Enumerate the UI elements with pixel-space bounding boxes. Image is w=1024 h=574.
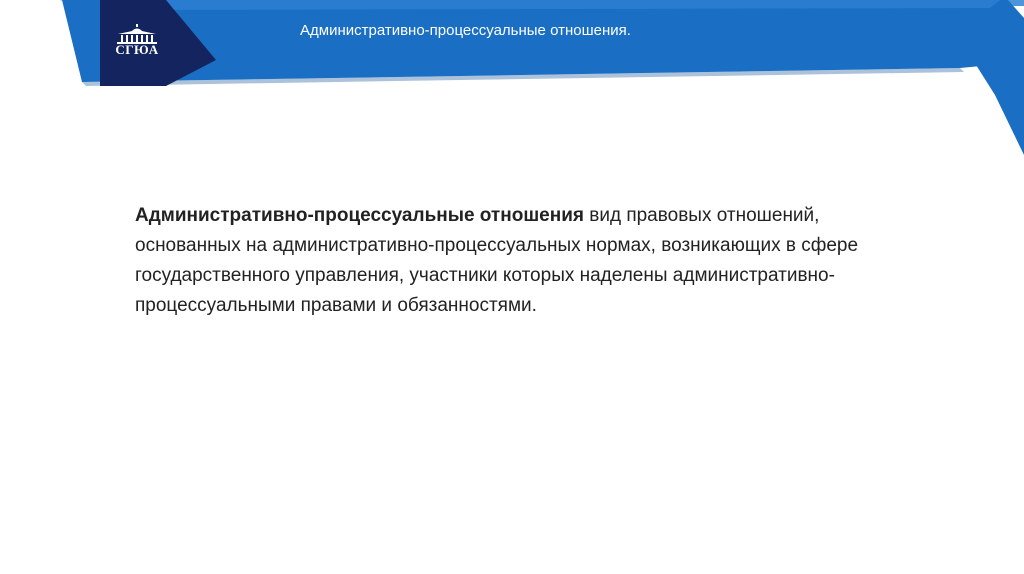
definition-term: Административно-процессуальные отношения bbox=[135, 205, 584, 226]
university-building-icon bbox=[112, 24, 162, 44]
slide-title: Административно-процессуальные отношения. bbox=[300, 22, 631, 39]
definition-paragraph bbox=[135, 201, 895, 321]
definition-text: вид правовых отношений, основанных на административно-процессуальных нормах, возникающих в сфере государственного управления, участники которых наделены административно-процессуальными правами и обязанностями. bbox=[135, 205, 859, 316]
logo-text: СГЮА bbox=[115, 42, 159, 57]
